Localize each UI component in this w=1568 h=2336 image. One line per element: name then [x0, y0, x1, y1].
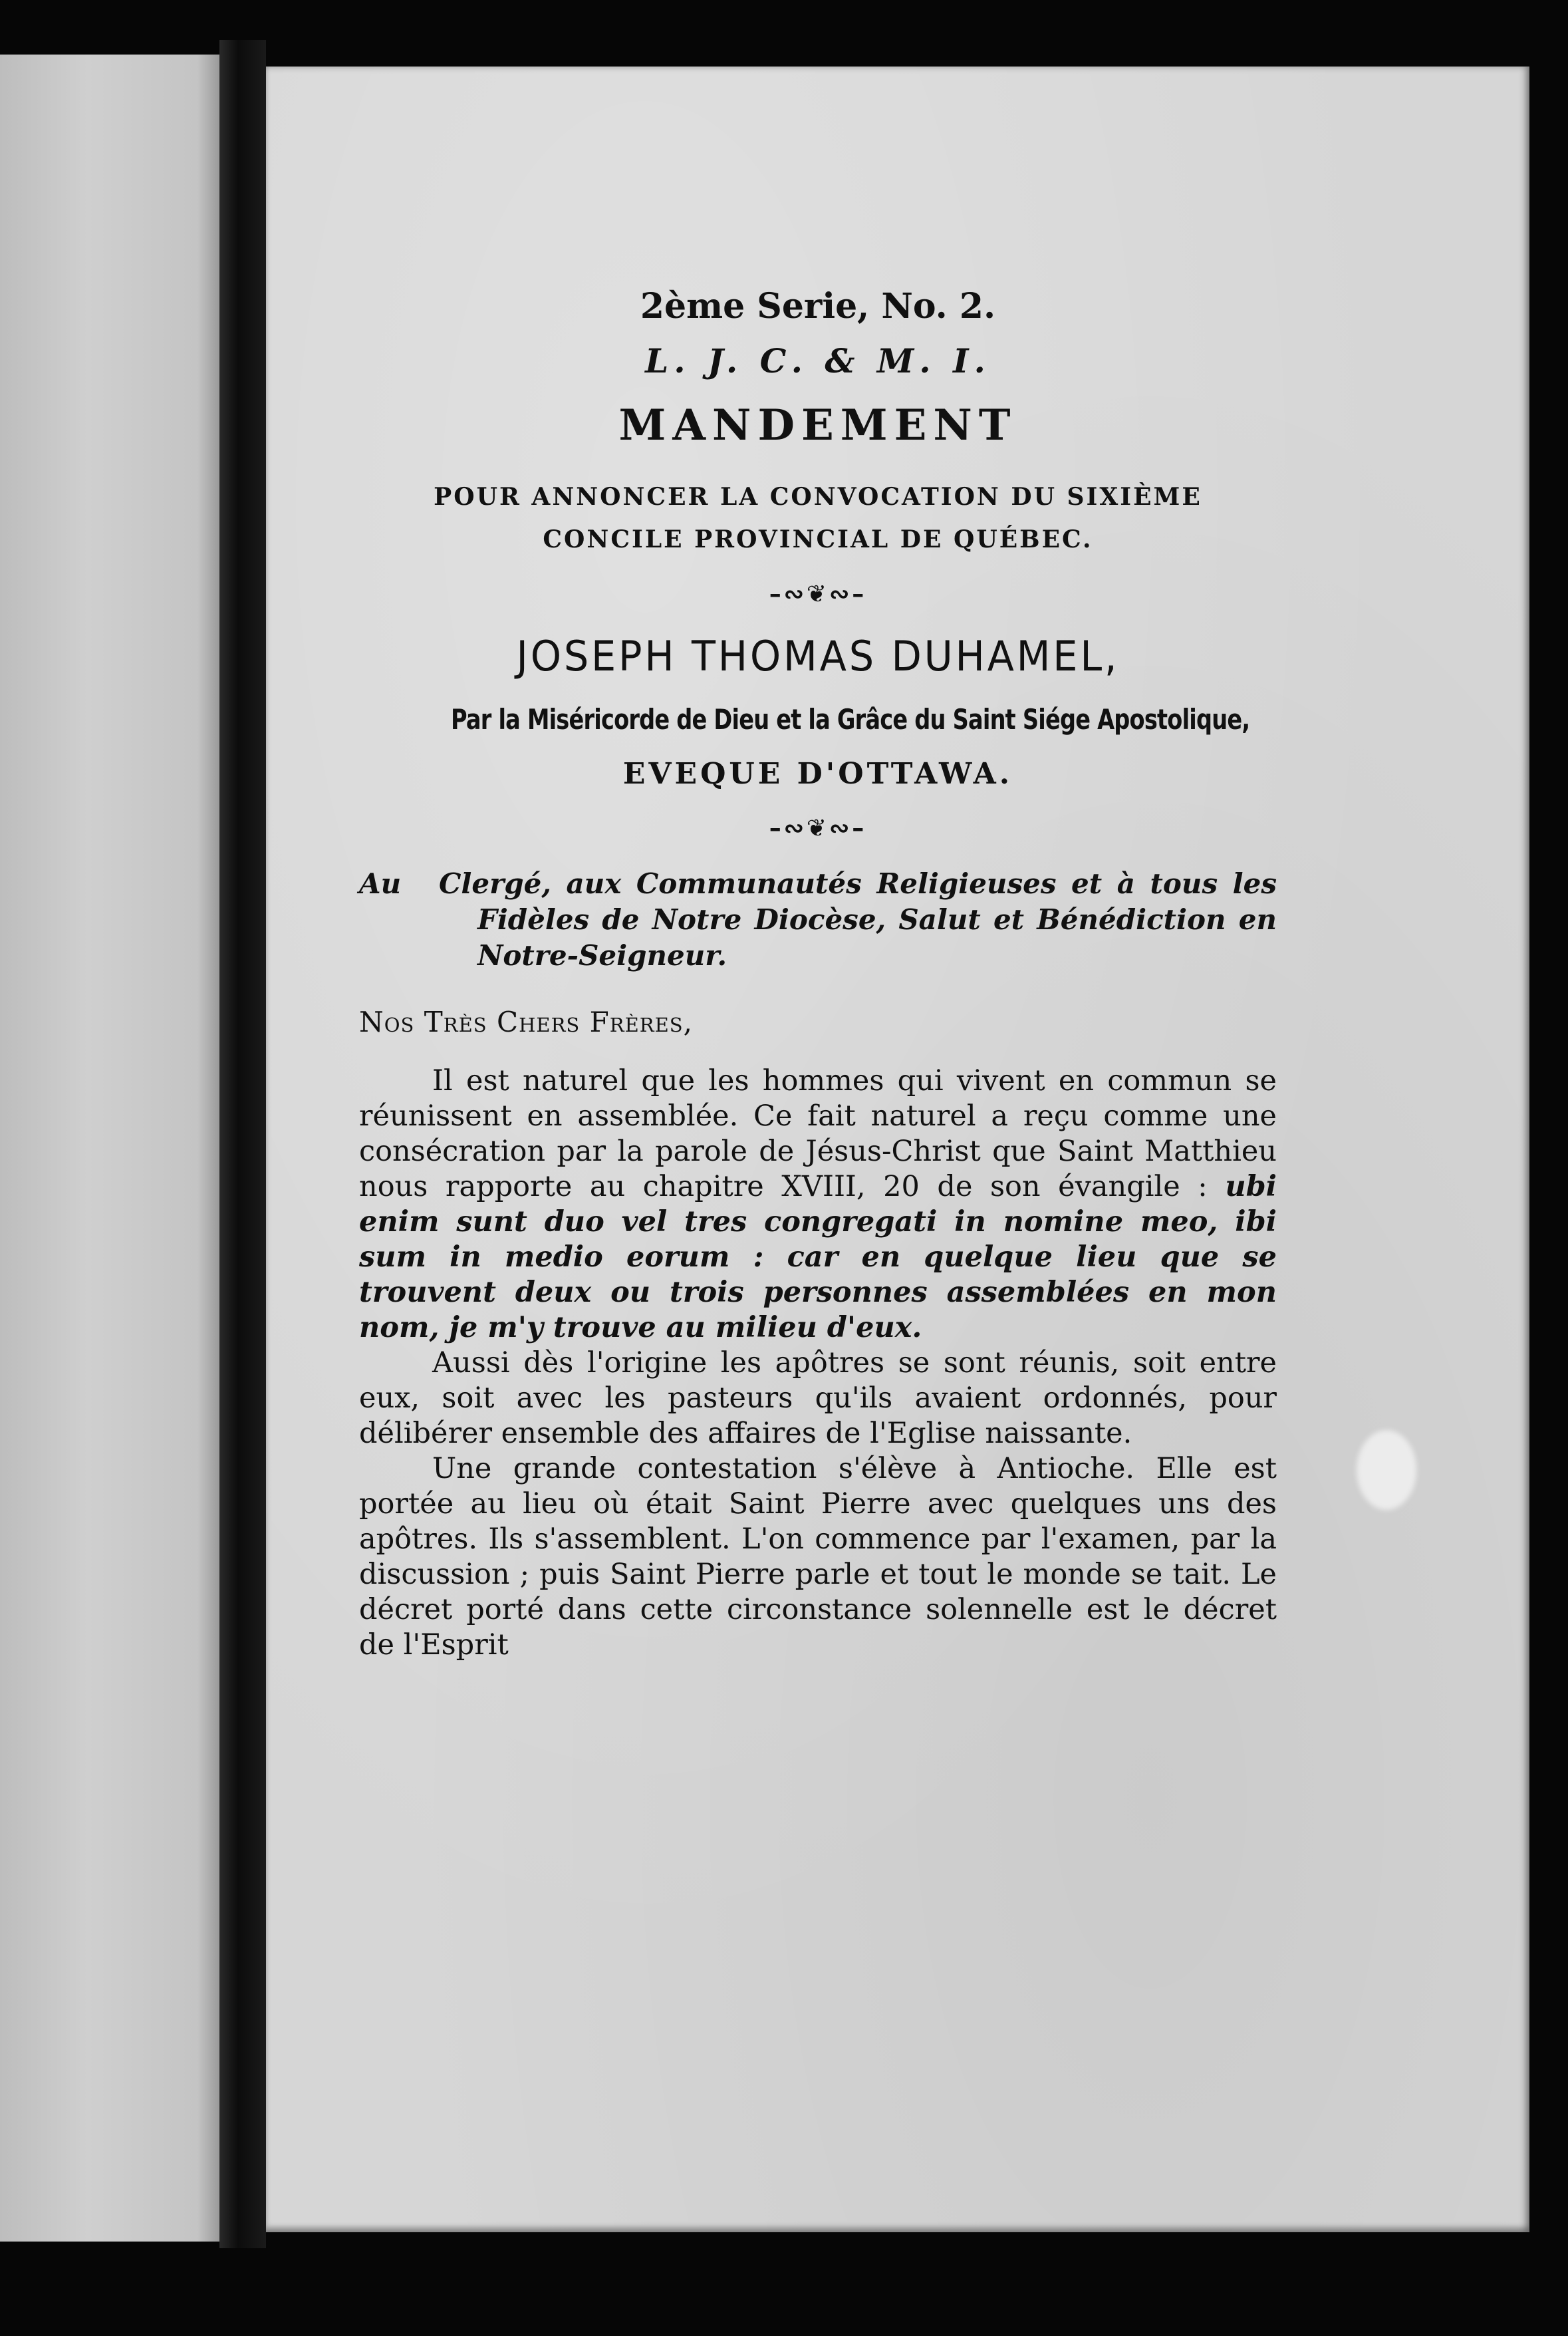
salutation: Nos Très Chers Frères, [359, 1006, 693, 1038]
document-title: MANDEMENT [618, 400, 1017, 450]
address-line-2: Fidèles de Notre Diocèse, Salut et Bénédiction en [477, 903, 1277, 936]
document-page [266, 67, 1529, 2232]
paragraph-3: Une grande contestation s'élève à Antioche. Elle est portée au lieu où était Saint Pierre avec quelques uns des apôtres. Ils s'assemblent. L'on commence par l'examen, par la discussion ; puis Saint Pierre parle et tout le monde se tait. Le décret porté dans cette circonstance solennelle est le décret de l'Esprit [359, 1452, 1277, 1662]
ornament-divider-2: –∾❦∾– [769, 815, 867, 842]
ornament-divider: –∾❦∾– [769, 581, 867, 608]
book-gutter [219, 40, 266, 2248]
paragraph-1 [359, 1064, 1277, 1346]
paper-blemish [1357, 1430, 1416, 1510]
facing-page-fragment [0, 55, 219, 2242]
grace-line: Par la Miséricorde de Dieu et la Grâce du Saint Siége Apostolique, [451, 703, 1250, 736]
paragraph-1-text: Il est naturel que les hommes qui vivent en commun se réunissent en assemblée. Ce fait naturel a reçu comme une consécration par la parole de Jésus-Christ que Saint Matthieu nous rapporte au chapitre XVIII, 20 de son évangile : [359, 1064, 1277, 1203]
address-text [439, 866, 1277, 974]
body-text [359, 1064, 1277, 1663]
ljcmi-heading: L. J. C. & M. I. [645, 341, 991, 380]
paragraph-1-quote: ubi enim sunt duo vel tres congregati in nomine meo, ibi sum in medio eorum : car en quelque lieu que se trouvent deux ou trois personnes assemblées en mon nom, je m'y trouve au milieu d'eux. [359, 1170, 1277, 1344]
episcopal-see: EVEQUE D'OTTAWA. [622, 757, 1013, 791]
subtitle-line-1: POUR ANNONCER LA CONVOCATION DU SIXIÈME [434, 483, 1202, 511]
series-number: 2ème Serie, No. 2. [640, 286, 996, 327]
subtitle-line-2: CONCILE PROVINCIAL DE QUÉBEC. [543, 525, 1093, 553]
address-line-1: Clergé, aux Communautés Religieuses et à tous les [439, 867, 1277, 900]
paragraph-2: Aussi dès l'origine les apôtres se sont réunis, soit entre eux, soit avec les pasteurs qu'ils avaient ordonnés, pour délibérer ensemble des affaires de l'Eglise naissante. [359, 1346, 1277, 1450]
address-block [359, 866, 1277, 974]
document-subtitle [359, 476, 1277, 561]
address-line-3: Notre-Seigneur. [477, 939, 727, 972]
bishop-name: JOSEPH THOMAS DUHAMEL, [516, 632, 1120, 680]
address-au: Au [359, 867, 402, 900]
page-content [359, 286, 1277, 1663]
